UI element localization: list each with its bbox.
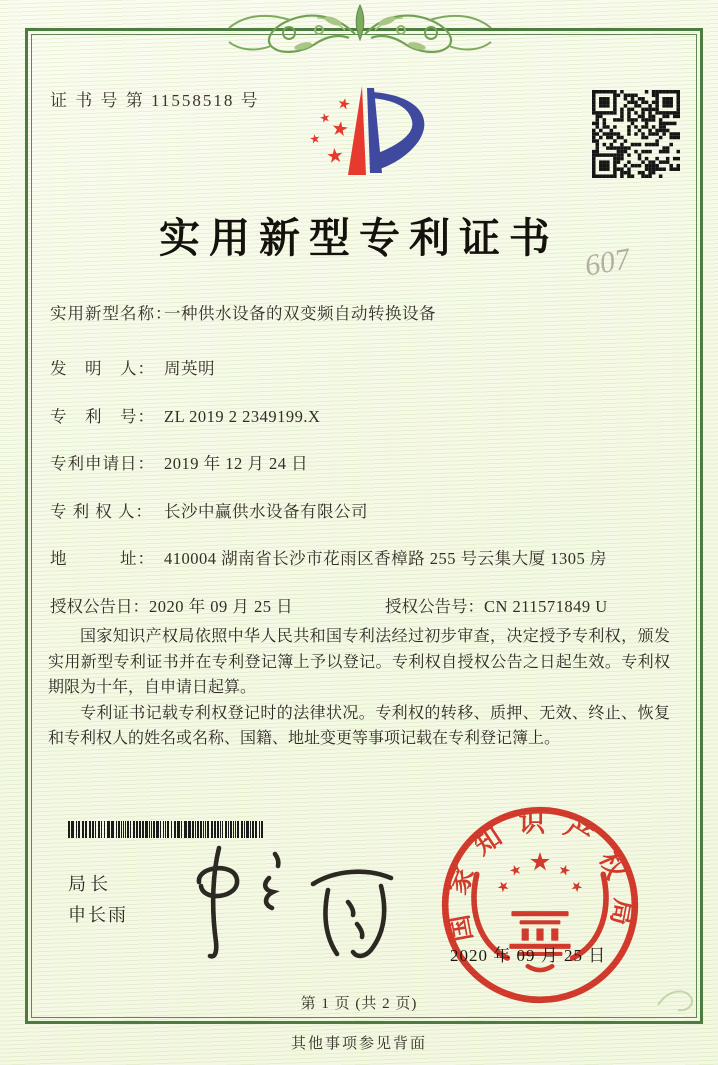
field-value: ZL 2019 2 2349199.X [164,407,321,426]
field-row-grant [50,593,670,617]
page-number: 第 1 页 (共 2 页) [300,996,418,1012]
field-row-address [50,545,670,569]
field-value: 周英明 [164,359,215,378]
legal-paragraph-1: 国家知识产权局依照中华人民共和国专利法经过初步审查，决定授予专利权，颁发实用新型专利证书并在专利登记簿上予以登记。专利权自授权公告之日起生效。专利权期限为十年，自申请日起算。 [48,628,670,696]
logo-blue-p [367,88,424,173]
grant-number-value: CN 211571849 U [484,597,608,616]
signer-name: 申长雨 [68,905,128,925]
field-label: 实用新型名称： [50,304,173,323]
grant-date-label: 授权公告日： [50,597,149,616]
grant-number-label: 授权公告号： [385,597,484,616]
field-value: 2019 年 12 月 24 日 [164,454,309,473]
field-row-filing-date [50,450,670,474]
field-label: 发 明 人： [50,359,155,378]
cnipa-logo [282,84,458,196]
official-seal [438,803,642,1007]
field-value: 长沙中赢供水设备有限公司 [164,502,368,521]
back-side-note: 其他事项参见背面 [290,1036,427,1052]
field-label: 专 利 权 人： [50,502,153,521]
seal-date: 2020 年 09 月 25 日 [450,946,607,965]
certificate-title: 实用新型专利证书 [159,215,559,261]
field-row-invention-name [50,300,670,324]
legal-text-block [48,624,670,752]
handwritten-pencil-note: 607 [582,242,633,283]
signer-title: 局长 [68,874,112,894]
top-flourish-ornament [225,0,495,60]
field-value: 一种供水设备的双变频自动转换设备 [164,304,436,323]
barcode [68,821,266,838]
field-row-patentee [50,498,670,522]
logo-red-wedge [348,86,366,175]
field-row-inventor [50,355,670,379]
seal-text: 国家知识产权局 [440,807,640,944]
qr-code [592,90,680,178]
field-row-patent-number [50,403,670,427]
certificate-number: 证 书 号 第 11558518 号 [50,91,260,110]
signature-handwriting [185,838,405,966]
field-label: 专 利 号： [50,407,155,426]
field-value: 410004 湖南省长沙市花雨区香樟路 255 号云集大厦 1305 房 [164,549,607,568]
logo-stars [309,97,350,163]
grant-date-value: 2020 年 09 月 25 日 [149,597,294,616]
legal-paragraph-2: 专利证书记载专利权登记时的法律状况。专利权的转移、质押、无效、终止、恢复和专利权人的姓名或名称、国籍、地址变更等事项记载在专利登记簿上。 [48,704,670,747]
field-label: 专利申请日： [50,454,155,473]
field-label: 地 址： [50,549,155,568]
